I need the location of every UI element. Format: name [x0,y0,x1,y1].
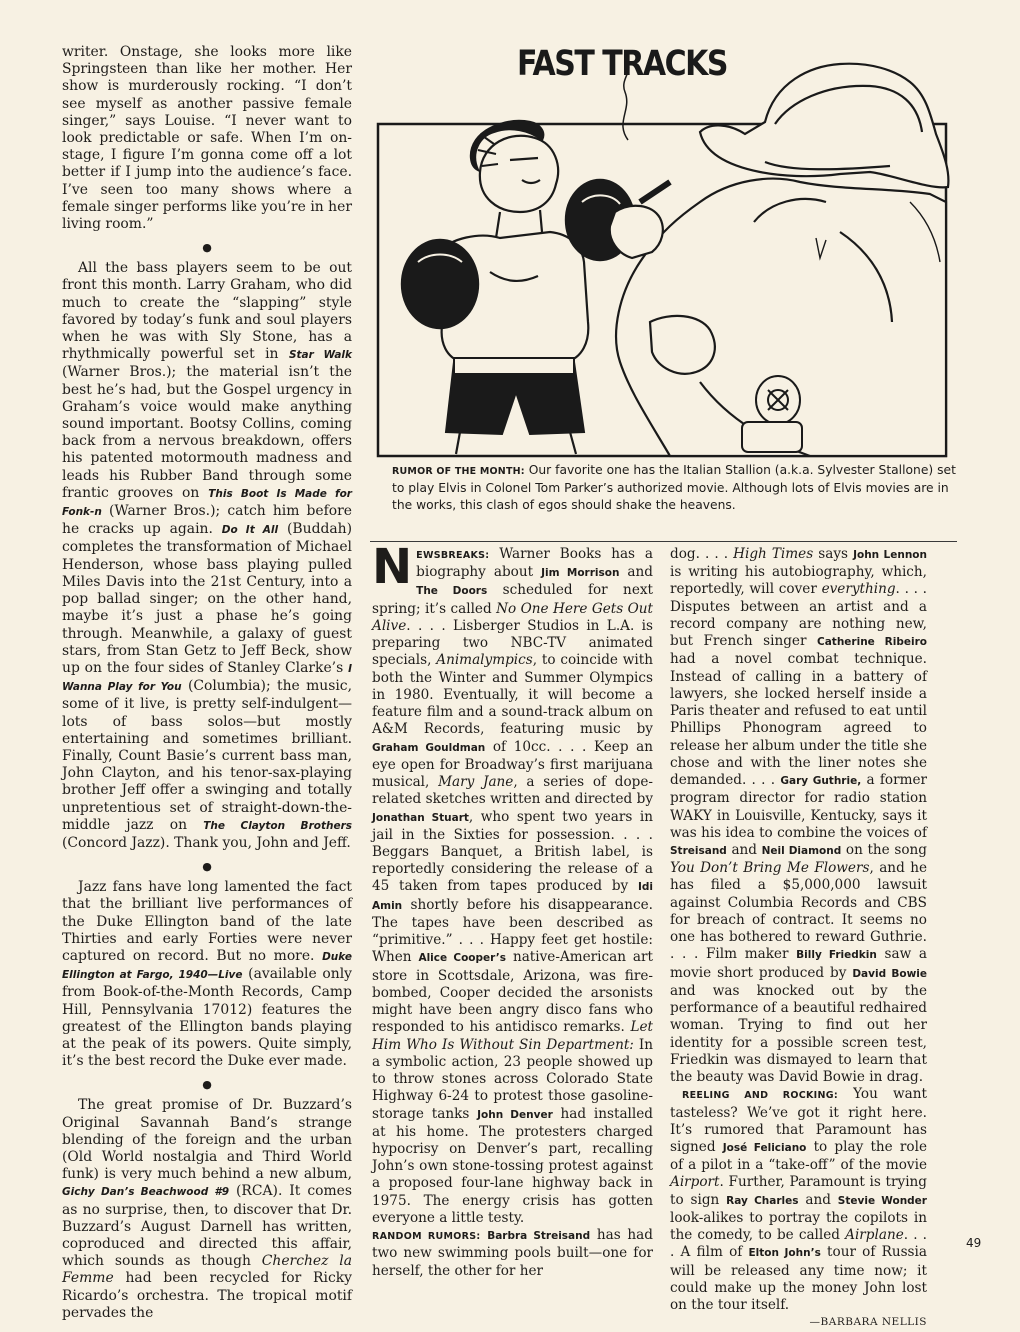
text-run: The great promise of Dr. Buzzard’s Original Savannah Band’s strange blending of the foreign and the urban (Old World nostalgia and Third World funk) is very much behind a new album, [62,1097,352,1183]
text-run: says [813,546,854,562]
text-run: In a symbolic action, 23 people showed up to throw stones across Colorado State Highway 6-24 to protest those gasoline-storage tanks [372,1036,653,1122]
text-run: . Further, Paramount is trying to sign [670,1174,927,1208]
text-run-sansi: I Wanna Play for You [62,662,352,694]
text-run-sansi: This Boot Is Made for Fonk-n [62,487,352,519]
text-run: has had two new swimming pools built—one for herself, the other for her [372,1227,653,1279]
text-run: of 10cc. . . . Keep an eye open for Broadway’s first marijuana musical, [372,738,654,791]
text-run-sans: Neil Diamond [761,844,842,857]
text-run-sans: Catherine Ribeiro [817,636,927,649]
text-run-sans: Idi Amin [372,881,653,912]
text-run: to play the role of a pilot in a “take-off” of the movie [670,1138,927,1174]
text-run: shortly before his disappearance. The tapes have been described as “primitive.” . . . Happy feet get hostile: When [372,896,653,966]
text-run: is writing his autobiography, which, reportedly, will cover [670,564,927,598]
text-run-sans: Streisand [670,844,727,857]
section-bullet: ● [202,1078,212,1092]
text-run: (Columbia); the music, some of it live, is pretty self-indulgent—lots of bass solos—but mostly entertaining and sometimes brilliant. Finally, Count Basie’s current bass man, John Clayton, and his tenor-sax-playing brother Jeff offer a swinging and totally unpretentious set of straight-down-the-middle jazz on [62,678,352,833]
text-run: dog. . . . [670,546,734,562]
text-run: scheduled for next spring; it’s called [372,582,653,617]
text-run: on the song [841,841,927,858]
text-run: look-alikes to portray the copilots in the comedy, to be called [670,1209,927,1244]
text-run: native-American art store in Scottsdale, Arizona, was fire-bombed, Cooper decided the arsonists might have been angry disco fans who responded to his antidisco remarks. [372,949,653,1036]
article-paragraph [62,879,352,1070]
text-run-sans: The Doors [416,585,488,598]
text-run-sansi: Star Walk [288,349,352,362]
article-paragraph [62,260,352,852]
section-bullet: ● [202,241,212,255]
text-run-sansi: Duke Ellington at Fargo, 1940—Live [62,950,352,982]
text-run-sans: Ray Charles [726,1194,799,1207]
text-run: had been recycled for Ricky Ricardo’s orchestra. The tropical motif pervades the [62,1270,352,1321]
text-run-it: Animalympics [436,652,533,669]
text-run-it: No One Here Gets Out Alive [372,600,653,634]
article-paragraph [62,1097,352,1322]
text-run: a former program director for radio station WAKY in Louisville, Kentucky, says it was his idea to combine the voices of [670,772,928,841]
text-run: (Concord Jazz). Thank you, John and Jeff. [62,834,351,851]
text-run: (RCA). It comes as no surprise, then, to discover that Dr. Buzzard’s August Darnell has written, coproduced and directed this affair, which sounds as though [62,1183,352,1270]
newsbreaks-column [372,539,654,1280]
text-run-sans: David Bowie [852,967,927,980]
illustration-caption [392,462,958,513]
text-run-it: everything [821,581,896,598]
text-run-sansi: The Clayton Brothers [203,819,353,832]
text-run: , who spent two years in jail in the Sixties for possession. . . . Beggars Banquet, a British label, is reportedly considering the release of a 45 taken from tapes produced by [372,808,653,895]
page-number: 49 [966,1236,982,1250]
text-run-hd: EWSBREAKS: [416,550,490,561]
text-run: Warner Books has a biography about [416,546,653,581]
text-run-sans: Elton John’s [748,1247,821,1260]
article-paragraph [670,546,927,1086]
text-run: saw a movie short produced by [670,946,927,981]
caption-text: Our favorite one has the Italian Stallion (a.k.a. Sylvester Stallone) set to play Elvis in Colonel Tom Parker’s authorized movie. Although lots of Elvis movies are in the works, this clash of egos should shake the heavens. [392,463,956,512]
text-run: You want tasteless? We’ve got it right here. It’s rumored that Paramount has signed [670,1086,927,1155]
text-run-sans: Jim Morrison [541,567,620,580]
text-run: writer. Onstage, she looks more like Springsteen than like her mother. Her show is murderously rocking. “I don’t see myself as another passive female singer,” says Louise. “I never want to look predictable or safe. When I’m on-stage, I figure I’m gonna come off a lot better if I jump into the audience’s face. I’ve seen too many shows where a female singer performs like you’re in her living room.” [62,44,352,233]
text-run: All the bass players seem to be out front this month. Larry Graham, who did much to create the “slapping” style favored by today’s funk and soul players when he was with Sly Stone, has a rhythmically powerful set in [62,260,352,363]
caption-lead: RUMOR OF THE MONTH: [392,466,525,477]
article-paragraph [372,539,654,1227]
text-run-sans: Stevie Wonder [837,1194,927,1207]
boxing-cartoon-illustration [370,62,955,458]
text-run-it: You Don’t Bring Me Flowers [670,860,870,877]
text-run-it: High Times [733,546,814,562]
text-run-it: Airplane [845,1227,904,1244]
text-run-sans: Barbra Streisand [487,1230,591,1243]
text-run: (Warner Bros.); the material isn’t the best he’s had, but the Gospel urgency in Graham’s voice would make anything sound important. Bootsy Collins, coming back from a nervous breakdown, offers his patented motormouth madness and leads his Rubber Band through some frantic grooves on [62,364,352,501]
gossip-column [670,546,927,1332]
text-run-it: Mary Jane [438,774,514,791]
text-run: . . . . Disputes between an artist and a record company are nothing new, but French singer [670,581,928,650]
text-run-it: Let Him Who Is Without Sin Department: [372,1019,653,1053]
article-paragraph [372,1227,653,1280]
text-run-it: Cherchez la Femme [62,1253,353,1287]
text-run: . . . . Lisberger Studios in L.A. is preparing two NBC-TV animated specials, [372,617,653,669]
text-run: . . . . A film of [670,1227,927,1261]
text-run: , to coincide with both the Winter and Summer Olympics in 1980. Eventually, it will become a feature film and a sound-track album on A&M Records, featuring music by [372,652,653,738]
article-paragraph [670,1086,927,1314]
author-signature: —BARBARA NELLIS [809,1316,927,1329]
text-run: and [619,564,653,581]
text-run-hd: RANDOM RUMORS: [372,1231,481,1243]
text-run-sans: Billy Friedkin [796,949,877,962]
text-run: and was knocked out by the performance of a beautiful redhaired woman. Trying to find out her identity for a possible screen test, Friedkin was dismayed to learn that the beauty was David Bowie in drag. [670,982,927,1086]
text-run-sans: Jonathan Stuart [372,811,469,824]
text-run: (Buddah) completes the transformation of Michael Henderson, whose bass playing pulled Miles Davis into the 21st Century, into a pop ballad singer; on the other hand, maybe it’s just a phase he’s going through. Meanwhile, a galaxy of guest stars, from Stan Getz to Jeff Beck, show up on the four sides of Stanley Clarke’s [62,521,353,676]
text-run-sans: José Feliciano [722,1141,807,1154]
text-run: tour of Russia will be released any time now; it could make up the money John lost on the tour itself. [670,1244,927,1314]
text-run-sans: Graham Gouldman [372,741,486,754]
text-run-hd: REELING AND ROCKING: [682,1090,838,1102]
text-run-sans: Alice Cooper’s [418,952,507,965]
drop-cap: N [372,539,413,595]
text-run: , a series of dope-related sketches written and directed by [372,774,653,808]
text-run: (available only from Book-of-the-Month Records, Camp Hill, Pennsylvania 17012) features the greatest of the Ellington bands playing at the peak of its powers. Quite simply, it’s the best record the Duke ever made. [62,966,353,1070]
text-run-sans: Gary Guthrie, [780,775,862,788]
section-bullet: ● [202,860,212,874]
text-run-it: Airport [670,1174,720,1191]
text-run: Jazz fans have long lamented the fact that the brilliant live performances of the Duke Ellington band of the late Thirties and early Forties were never captured on record. But no more. [62,879,352,964]
section-divider [370,541,957,542]
text-run: and [726,841,762,858]
text-run: (Warner Bros.); catch him before he cracks up again. [62,503,352,538]
text-run: had a novel combat technique. Instead of calling in a battery of lawyers, she locked herself inside a Paris theater and refused to eat until Phillips Phonogram agreed to release her album under the title she chose and with the liner notes she demanded. . . . [670,651,927,789]
left-column [62,44,352,1322]
text-run: had installed at his home. The protesters charged hypocrisy on Denver’s part, recalling John’s own stone-tossing protest against a proposed four-lane highway back in 1975. The energy crisis has gotten everyone a little testy. [372,1105,653,1226]
article-paragraph [62,44,352,233]
text-run: and [798,1191,838,1208]
text-run-sansi: Gichy Dan’s Beachwood #9 [62,1186,230,1199]
text-run-sansi: Do It All [221,524,279,537]
text-run: , and he has filed a $5,000,000 lawsuit against Columbia Records and CBS for breach of contract. It seems no one has bothered to reward Guthrie. . . . Film maker [670,860,927,963]
text-run-sans: John Lennon [853,549,927,561]
text-run-sans: John Denver [477,1108,553,1121]
section-title: FAST TRACKS [517,44,727,85]
